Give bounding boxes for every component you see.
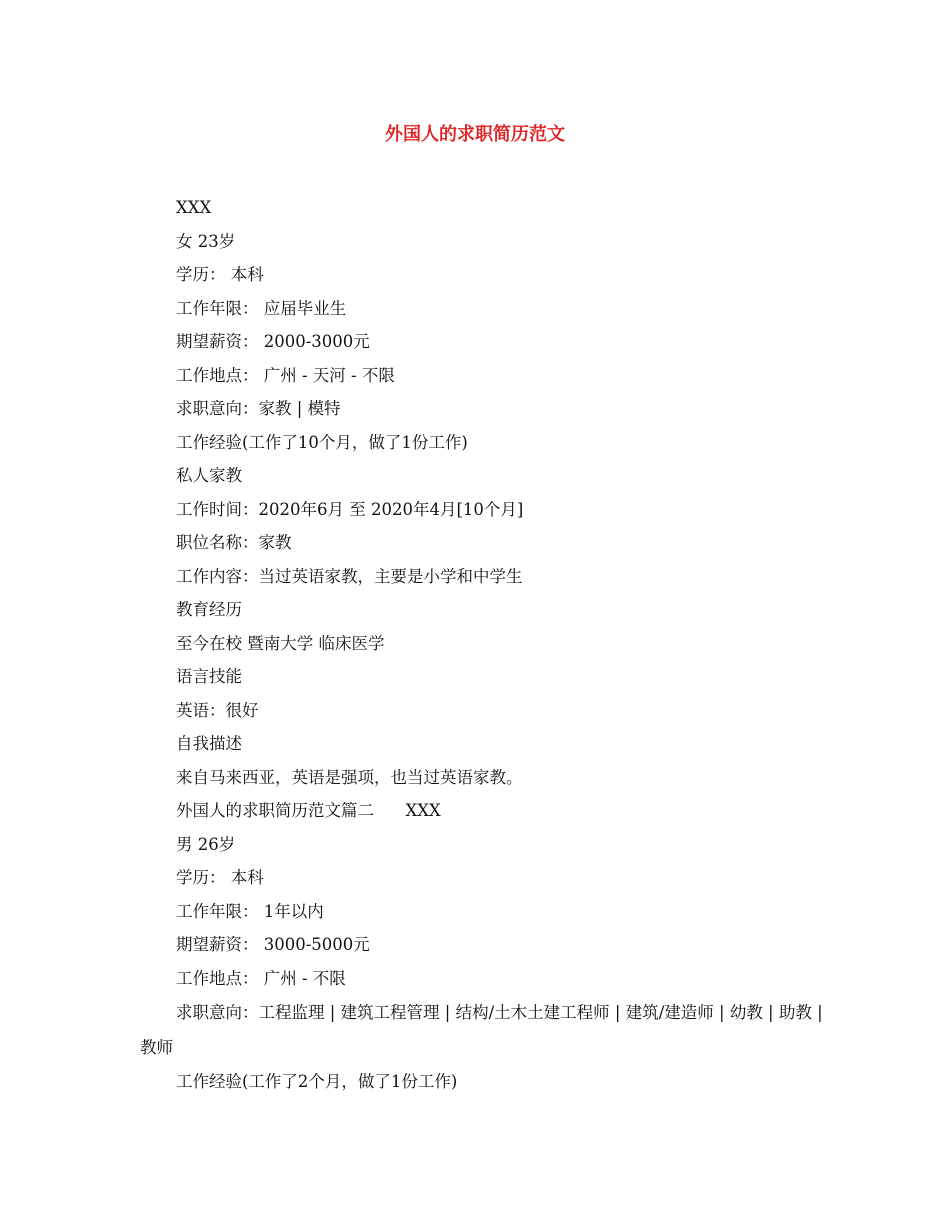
document-body bbox=[140, 191, 830, 1099]
job-period-line: 工作时间：2020年6月 至 2020年4月[10个月] bbox=[176, 499, 524, 519]
job-company-line: 私人家教 bbox=[176, 466, 242, 485]
education-line: 学历： 本科 bbox=[176, 265, 264, 284]
job-intention-line-2: 求职意向：工程监理 | 建筑工程管理 | 结构/土木土建工程师 | 建筑/建造师 | 幼教 | 助教 | 教师 bbox=[140, 1003, 823, 1057]
self-description-line: 来自马来西亚，英语是强项，也当过英语家教。 bbox=[176, 767, 523, 787]
self-description-heading: 自我描述 bbox=[176, 734, 242, 753]
location-line: 工作地点： 广州 - 天河 - 不限 bbox=[176, 365, 395, 385]
education-line-2: 学历： 本科 bbox=[176, 868, 264, 887]
work-years-line: 工作年限： 应届毕业生 bbox=[176, 298, 347, 318]
location-line-2: 工作地点： 广州 - 不限 bbox=[176, 968, 346, 988]
gender-age-line-2: 男 26岁 bbox=[176, 834, 236, 854]
document-title: 外国人的求职简历范文 bbox=[385, 124, 565, 145]
work-years-line-2: 工作年限： 1年以内 bbox=[176, 901, 324, 921]
work-experience-heading: 工作经验(工作了10个月，做了1份工作) bbox=[176, 432, 468, 452]
job-intention-line: 求职意向：家教 | 模特 bbox=[176, 399, 341, 418]
job-content-line: 工作内容：当过英语家教，主要是小学和中学生 bbox=[176, 566, 523, 586]
name-line: XXX bbox=[176, 198, 212, 217]
education-heading: 教育经历 bbox=[176, 600, 242, 619]
school-line: 至今在校 暨南大学 临床医学 bbox=[176, 633, 385, 653]
salary-line: 期望薪资： 2000-3000元 bbox=[176, 332, 370, 351]
gender-age-line: 女 23岁 bbox=[176, 231, 236, 251]
sample-two-heading: 外国人的求职简历范文篇二 XXX bbox=[176, 801, 441, 820]
work-experience-heading-2: 工作经验(工作了2个月，做了1份工作) bbox=[176, 1072, 458, 1091]
english-level-line: 英语：很好 bbox=[176, 700, 259, 720]
language-heading: 语言技能 bbox=[176, 667, 242, 686]
job-title-line: 职位名称：家教 bbox=[176, 533, 292, 552]
salary-line-2: 期望薪资： 3000-5000元 bbox=[176, 935, 370, 954]
